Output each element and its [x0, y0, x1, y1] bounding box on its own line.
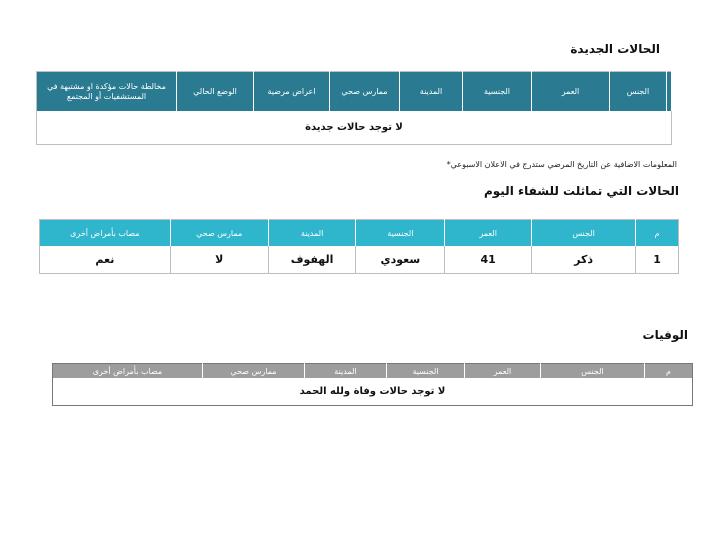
- header-health-practitioner: ممارس صحي: [330, 72, 400, 112]
- recovered-table: [39, 219, 679, 274]
- header-gender: الجنس: [541, 364, 645, 379]
- empty-message: لا توجد حالات جديدة: [37, 111, 672, 145]
- header-age: العمر: [532, 72, 610, 112]
- table-row: [53, 378, 693, 406]
- cell-gender: ذكر: [532, 246, 636, 274]
- table-row: [40, 246, 679, 274]
- additional-info-note: المعلومات الاضافية عن التاريخ المرضي ستدرج في الاعلان الاسبوعي*: [446, 160, 677, 169]
- header-gender: الجنس: [532, 220, 636, 247]
- header-health-practitioner: ممارس صحي: [203, 364, 305, 379]
- table-row: [37, 111, 672, 145]
- deaths-title: الوفيات: [642, 328, 688, 342]
- header-symptoms: اعراض مرضية: [254, 72, 330, 112]
- header-city: المدينة: [305, 364, 387, 379]
- header-city: المدينة: [268, 220, 356, 247]
- cell-city: الهفوف: [268, 246, 356, 274]
- header-city: المدينة: [400, 72, 463, 112]
- header-contact: مخالطة حالات مؤكدة او مشتبهة في المستشفيات أو المجتمع: [37, 72, 177, 112]
- recovered-title: الحالات التي تماثلت للشفاء اليوم: [483, 184, 679, 198]
- cell-nationality: سعودي: [356, 246, 445, 274]
- cell-other-diseases: نعم: [40, 246, 171, 274]
- table-header-row: [37, 72, 672, 112]
- header-age: العمر: [465, 364, 541, 379]
- table-header-row: [53, 364, 693, 379]
- empty-message: لا توجد حالات وفاة ولله الحمد: [53, 378, 693, 406]
- deaths-table: [52, 363, 693, 406]
- cell-age: 41: [445, 246, 532, 274]
- cell-index: 1: [636, 246, 679, 274]
- header-nationality: الجنسية: [463, 72, 532, 112]
- header-edge: [667, 72, 672, 112]
- header-nationality: الجنسية: [356, 220, 445, 247]
- header-index: م: [636, 220, 679, 247]
- header-health-practitioner: ممارس صحي: [170, 220, 268, 247]
- new-cases-table: [36, 71, 672, 145]
- table-header-row: [40, 220, 679, 247]
- new-cases-title: الحالات الجديدة: [570, 42, 660, 56]
- header-gender: الجنس: [610, 72, 667, 112]
- header-other-diseases: مصاب بأمراض أخرى: [40, 220, 171, 247]
- header-other-diseases: مصاب بأمراض أخرى: [53, 364, 203, 379]
- header-index: م: [645, 364, 693, 379]
- header-current-status: الوضع الحالي: [177, 72, 254, 112]
- header-nationality: الجنسية: [387, 364, 465, 379]
- header-age: العمر: [445, 220, 532, 247]
- cell-health-practitioner: لا: [170, 246, 268, 274]
